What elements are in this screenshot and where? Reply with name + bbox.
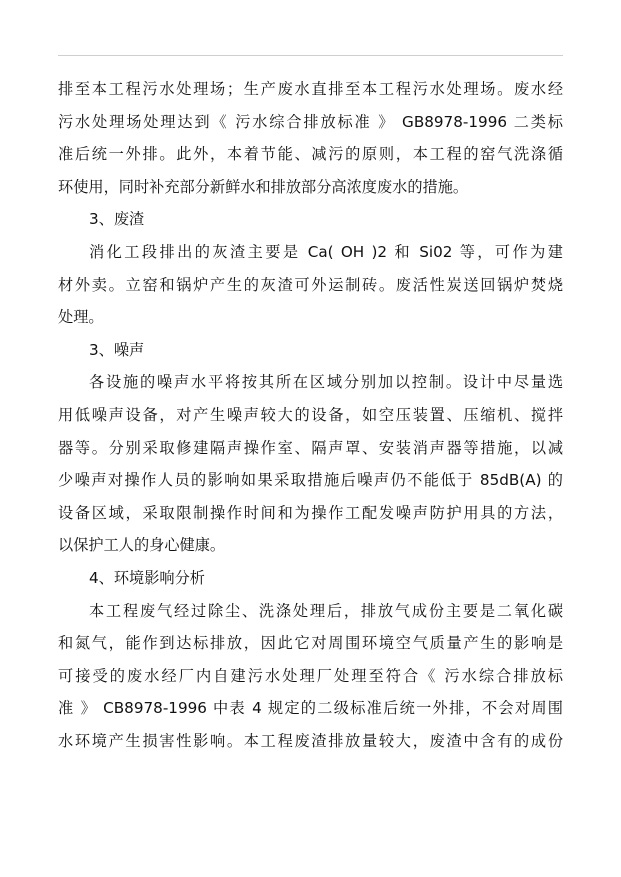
text-line: 环使用，同时补充部分新鲜水和排放部分高浓度废水的措施。 — [58, 177, 469, 196]
text-line: 处理。 — [58, 308, 104, 327]
paragraph-waste-residue — [58, 236, 563, 334]
paragraph-noise — [58, 366, 563, 562]
header-rule — [58, 55, 563, 56]
text-line: 可接受的废水经厂内自建污水处理厂处理至符合《 污水综合排放标 — [58, 666, 563, 685]
text-line: 用低噪声设备，对产生噪声较大的设备，如空压装置、压缩机、搅拌 — [58, 405, 563, 424]
paragraph-wastewater — [58, 73, 563, 203]
text-line: 消化工段排出的灰渣主要是 Ca( OH )2 和 Si02 等，可作为建 — [89, 242, 563, 261]
text-line: 和氮气，能作到达标排放，因此它对周围环境空气质量产生的影响是 — [58, 634, 563, 653]
text-line: 准后统一外排。此外，本着节能、减污的原则，本工程的窑气洗涤循 — [58, 145, 563, 164]
text-line: 材外卖。立窑和锅炉产生的灰渣可外运制砖。废活性炭送回锅炉焚烧 — [58, 275, 563, 294]
text-line: 以保护工人的身心健康。 — [58, 536, 226, 555]
text-line: 器等。分别采取修建隔声操作室、隔声罩、安装消声器等措施，以减 — [58, 438, 563, 457]
paragraph-environmental-impact — [58, 595, 563, 758]
section-heading-environmental-impact: 4、环境影响分析 — [89, 568, 205, 587]
text-line: 水环境产生损害性影响。本工程废渣排放量较大，废渣中含有的成份 — [58, 731, 563, 750]
text-line: 污水处理场处理达到《 污水综合排放标准 》 GB8978-1996 二类标 — [58, 112, 563, 131]
text-line: 各设施的噪声水平将按其所在区域分别加以控制。设计中尽量选 — [89, 373, 563, 392]
text-line: 本工程废气经过除尘、洗涤处理后，排放气成份主要是二氧化碳 — [89, 601, 563, 620]
text-line: 设备区域，采取限制操作时间和为操作工配发噪声防护用具的方法， — [58, 503, 563, 522]
text-line: 排至本工程污水处理场；生产废水直排至本工程污水处理场。废水经 — [58, 80, 563, 98]
text-line: 少噪声对操作人员的影响如果采取措施后噪声仍不能低于 85dB(A) 的 — [58, 471, 563, 490]
text-line: 准 》 CB8978-1996 中表 4 规定的二级标准后统一外排，不会对周围 — [58, 699, 563, 718]
document-body — [58, 73, 563, 757]
section-heading-noise: 3、噪声 — [89, 340, 145, 359]
section-heading-waste-residue: 3、废渣 — [89, 210, 145, 229]
